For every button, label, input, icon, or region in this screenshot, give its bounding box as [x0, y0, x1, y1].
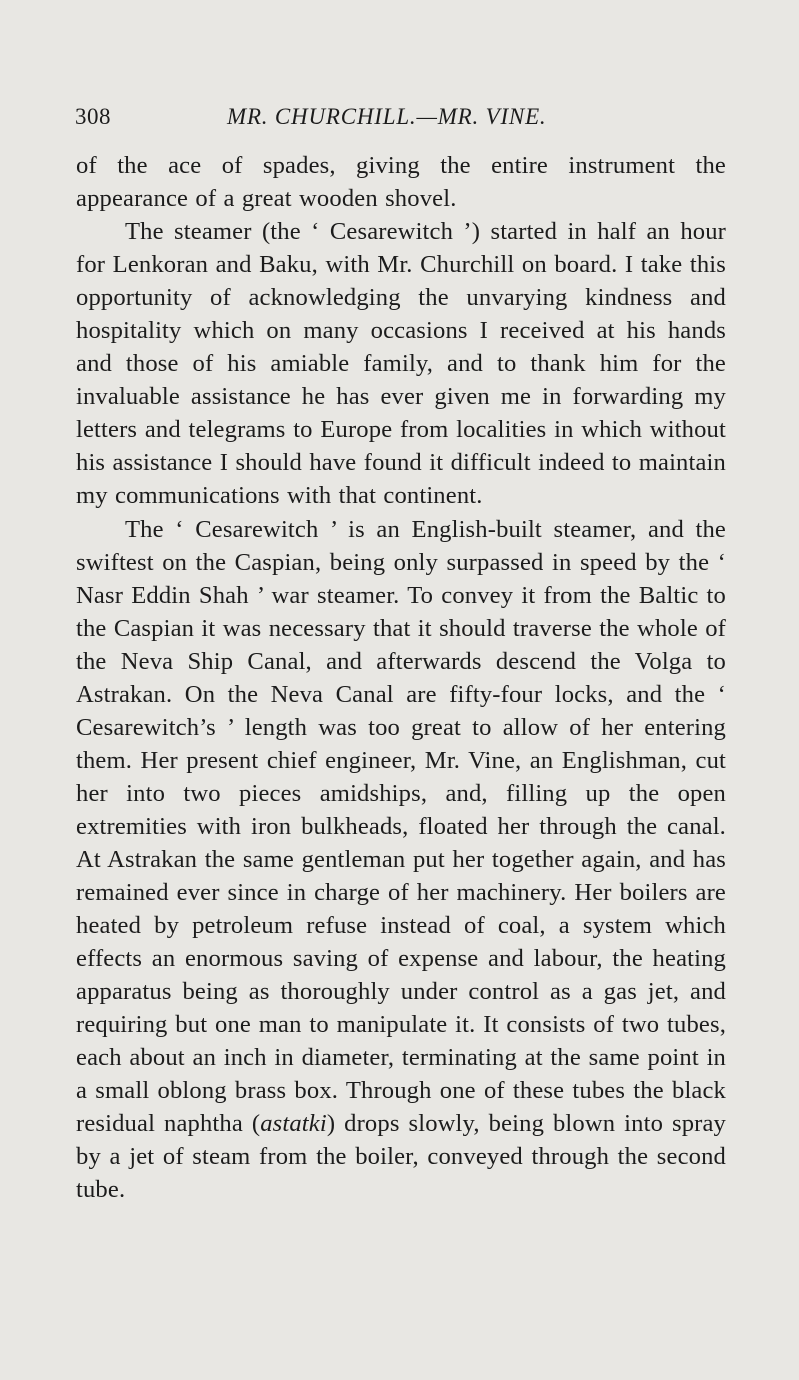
running-title: MR. CHURCHILL.—MR. VINE. — [227, 104, 547, 129]
paragraph-continuation: of the ace of spades, giving the entire instrument the appearance of a great wooden shovel. — [76, 152, 726, 213]
italic-term: astatki — [260, 1110, 327, 1138]
paragraph-cesarewitch-departure: The steamer (the ‘ Cesarewitch ’) started in half an hour for Lenkoran and Baku, with Mr. Churchill on board. I take this opportunity of acknowledging the unvarying kindness and hospitality which on many occasions I received at his hands and those of his amiable family, and to thank him for the invaluable assistance he has ever given me in forwarding my letters and telegrams to Europe from localities in which without his assistance I should have found it difficult indeed to maintain my communications with that continent. — [76, 218, 726, 510]
paragraph-text-after: drops slowly, being blown into spray by a jet of steam from the boiler, conveyed through the second tube. — [76, 1110, 726, 1204]
body-text — [76, 149, 726, 1207]
paragraph-text: The ‘ Cesarewitch ’ is an English-built steamer, and the swiftest on the Caspian, being only surpassed in speed by the ‘ Nasr Eddin Shah ’ war steamer. To convey it from the Baltic to the Caspian it was necessary that it should traverse the whole of the Neva Ship Canal, and afterwards descend the Volga to Astrakan. On the Neva Canal are fifty-four locks, and the ‘ Cesarewitch’s ’ length was too great to allow of her entering them. Her present chief engineer, Mr. Vine, an Englishman, cut her into two pieces amidships, and, filling up the open extremities with iron bulkheads, floated her through the canal. At Astrakan the same gentleman put her together again, and has remained ever since in charge of her machinery. Her boilers are heated by petroleum refuse instead of coal, a system which effects an enormous saving of expense and labour, the heating apparatus being as thoroughly under control as a gas jet, and requiring but one man to manipulate it. It consists of two tubes, each about an inch in diameter, terminating at the same point in a small oblong brass box. Through one of these tubes the black residual naphtha — [76, 515, 726, 1138]
paragraph-cesarewitch-description: The ‘ Cesarewitch ’ is an English-built steamer, and the swiftest on the Caspian, being only surpassed in speed by the ‘ Nasr Eddin Shah ’ war steamer. To convey it from the Baltic to the Caspian it was necessary that it should traverse the whole of the Neva Ship Canal, and afterwards descend the Volga to Astrakan. On the Neva Canal are fifty-four locks, and the ‘ Cesarewitch’s ’ length was too great to allow of her entering them. Her present chief engineer, Mr. Vine, an Englishman, cut her into two pieces amidships, and, filling up the open extremities with iron bulkheads, floated her through the canal. At Astrakan the same gentleman put her together again, and has remained ever since in charge of her machinery. Her boilers are heated by petroleum refuse instead of coal, a system which effects an enormous saving of expense and labour, the heating apparatus being as thoroughly under control as a gas jet, and requiring but one man to manipulate it. It consists of two tubes, each about an inch in diameter, terminating at the same point in a small oblong brass box. Through one of these tubes the black residual naphtha (astatki) drops slowly, being blown into spray by a jet of steam from the boiler, conveyed through the second tube. — [76, 515, 726, 1204]
page-number: 308 — [75, 104, 111, 129]
running-header — [75, 104, 725, 134]
